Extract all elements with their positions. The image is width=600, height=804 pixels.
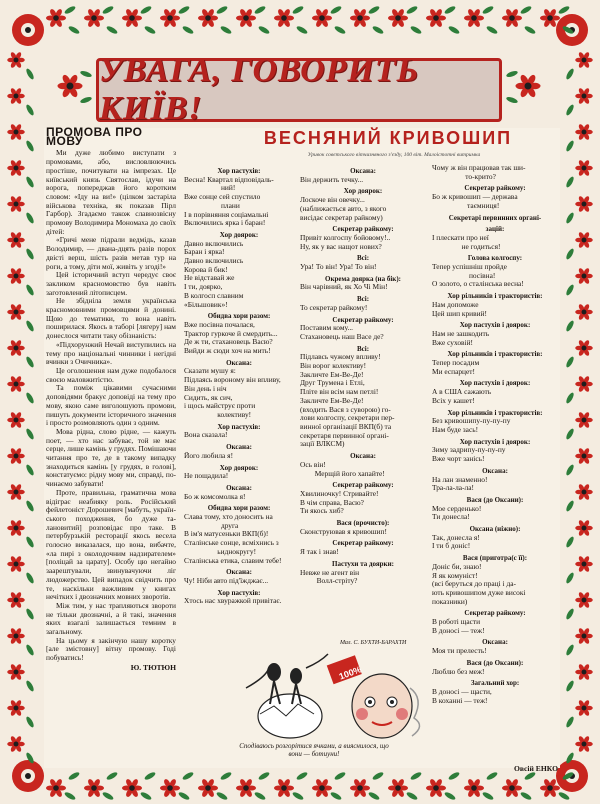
page-content: [44, 125, 560, 773]
verse-line: Хвилиночку! Стривайте!: [300, 489, 379, 498]
verse-line: Бо ж комсомолка я!: [184, 492, 246, 501]
verse-line: Давно включились: [184, 257, 244, 266]
verse-line: і щось майструє проти: [184, 402, 256, 411]
speaker-label: Секретар райкому:: [332, 481, 394, 490]
left-article-signature: Ю. ТЮТЮН: [130, 662, 176, 672]
speaker-label: зацій:: [485, 225, 505, 234]
verse-line: Вже чорт занісь!: [432, 455, 485, 464]
verse-line: Трактор гуркоче й смердить...: [184, 329, 278, 338]
verse-line: Де ж ти, стахановець Васю?: [184, 338, 273, 347]
verse-line: Волл-стріту?: [300, 577, 358, 586]
speaker-label: Оксана:: [226, 483, 252, 492]
speaker-label: Оксана:: [226, 358, 252, 367]
speaker-label: Секретарі первинних органі-: [448, 213, 542, 222]
speaker-label: Оксана:: [226, 568, 252, 577]
speaker-label: Хор пастухів:: [217, 422, 261, 431]
verse-line: Всіх у кашет!: [432, 396, 475, 405]
cartoon-caption-line-2: вони — ботиуни!: [288, 750, 340, 758]
verse-line: Люблю без меж!: [432, 667, 485, 676]
verse-line: Пліте він всім нам петлі!: [300, 388, 379, 397]
verse-line: Так, донесла я!: [432, 533, 480, 542]
verse-line: Вже посівна почалася,: [184, 320, 255, 329]
verse-line: Закличте Ем-Ве-Де!: [300, 396, 364, 405]
verse-line: Мое серденько!: [432, 504, 482, 513]
verse-line: То секретар райкому!: [300, 303, 368, 312]
verse-line: І ти, доярко,: [184, 283, 223, 292]
verse-line: Чу! Ніби авто під'їжджає...: [184, 576, 269, 585]
verse-line: Цей шип кривий!: [432, 309, 487, 318]
verse-line: Вийди ж сюди хоч на мить!: [184, 347, 271, 356]
speaker-label: Хор рільників і трактористів:: [447, 408, 543, 417]
left-article-paragraph: Та поміж цікавими сучасними доповідями бракує доповіді на тему про мову, якою саме виголошують промови, пишуть документи історичного значення і просто розмовляють один з одним.: [46, 383, 176, 428]
left-article-paragraph: Ми дуже любимо виступати з промовами, або, висловлюючись простіше, почитувати на імпрезах. Це київський князь Святослав, ідучи на ворога, попереджав його коротким словом: «Іду на ви!» (цілком застаріла військова техніка, як показав Пірл Гарбор). Згадаємо також славнозвісну промову Володимира Мономаха до своїх дітей:: [46, 148, 176, 236]
speaker-label: Хор пастухів і доярок:: [459, 321, 531, 330]
verse-line: Його любила я!: [184, 451, 234, 460]
speaker-label: Оксана:: [350, 452, 376, 461]
speaker-label: Голова колгоспу:: [467, 254, 523, 263]
verse-line: Я так і знав!: [300, 548, 339, 557]
verse-line: Сидить, як сич,: [184, 393, 233, 402]
verse-line: Стахановець наш Васе де?: [300, 332, 384, 341]
verse-line: Він чарівний, як Хо Чі Мін!: [300, 283, 388, 292]
verse-line: Тра-ла-ла-ла!: [432, 484, 474, 493]
verse-line: На лан знаменно!: [432, 475, 488, 484]
verse-line: Мерщій його хапайте!: [300, 469, 385, 478]
verse-line: В доносі — теж!: [432, 626, 485, 635]
verse-line: Сталінське сонце, всміхнись з: [184, 539, 279, 548]
verse-line: Нам буде зась!: [432, 425, 479, 434]
speaker-label: Обидва хори разом:: [207, 504, 271, 513]
speaker-label: Секретар райкому:: [332, 225, 394, 234]
verse-line: Доніс би, знаю!: [432, 562, 482, 571]
speaker-label: Хор пастухів і доярок:: [459, 379, 531, 388]
left-article-paragraph: Проте, правильна, граматична мова відіграє неабияку роль. Російський фейлетоніст Дорошевич [мабуть, українського походження, бо дуже талановитий] розповідає про таке. В петербурзькій ресторації якось весела голосно виказалася, що вона, вибачте, «ла пирі з околодочним надзирателем» [поліцай за царату]. Особу цю негайно заарештували, звинувачуючи ліг людожерство. Цей випадок свідчить про те, наскільки важливим у книгах нечітких і двозначних мовних зворотів.: [46, 487, 176, 602]
verse-line: Чому ж він працював так ши-: [432, 164, 526, 172]
verse-line: (входить Вася з суворою) го-: [300, 405, 391, 414]
verse-line: Підлавсь чужому впливу!: [300, 353, 381, 362]
verse-line: плани: [184, 201, 240, 210]
verse-line: В ім'я матусеньки ВКП(б)!: [184, 530, 269, 539]
cartoon-credit: Мал. С. БУХТИ-БАРАХТИ: [340, 640, 407, 646]
verse-line: Ура! То він! Ура! То він!: [300, 263, 377, 272]
verse-line: Він день і ніч: [184, 384, 227, 393]
verse-line: Сконструював я кривошип!: [300, 527, 387, 536]
verse-line: Невже не агент він: [300, 568, 360, 577]
speaker-label: Оксана:: [482, 466, 508, 475]
main-article-column-1: [184, 164, 294, 606]
main-article-column-2: [300, 164, 426, 586]
speaker-label: Хор рільників і трактористів:: [447, 350, 543, 359]
verse-line: ють кривошипом дуже високі: [432, 588, 526, 597]
verse-line: Нам допоможе: [432, 300, 479, 309]
left-article-paragraph: Мова рідна, слово рідне, — кажуть поет, — хто нас забуває, той не має серце, лише камінь у грудях. Помішаючи читання про те, де в такому випадку знаходиться камінь [у грудях, в голові], констатуємо: рідну мову ми, справді, починаємо забувати!: [46, 426, 176, 489]
left-article-paragraph: Між тим, у нас трапляються звороти не тільки двозначні, а й такі, значення яких взагалі залишається темним в загальному.: [46, 600, 176, 637]
verse-line: Вона сказала!: [184, 431, 228, 440]
speaker-label: Вася (до Оксани):: [466, 495, 524, 504]
speaker-label: Секретар райкому:: [332, 539, 394, 548]
main-article-column-3: [432, 164, 558, 705]
verse-line: О золото, о сталінська весна!: [432, 280, 524, 289]
verse-line: посівна!: [432, 271, 496, 280]
verse-line: Вже сонце сей спустило: [184, 193, 261, 202]
speaker-label: Хор пастухів і доярок:: [459, 437, 531, 446]
verse-line: ний!: [184, 184, 236, 193]
verse-line: Не пощадила!: [184, 472, 229, 481]
verse-line: А в США сажають: [432, 388, 492, 397]
cartoon-caption: [194, 742, 434, 758]
verse-line: Тепер посадим: [432, 359, 480, 368]
verse-line: Він держить течку...: [300, 175, 364, 184]
verse-line: Моя ти прелесть!: [432, 647, 487, 656]
speaker-label: Пастухи та доярки:: [332, 559, 394, 568]
speaker-label: Обидва хори разом:: [207, 312, 271, 321]
verse-line: Нам не зашкодить: [432, 329, 490, 338]
verse-line: Підлаясь вороному він впливу,: [184, 376, 281, 385]
verse-line: І плескати про неї: [432, 233, 489, 242]
speaker-label: Вася (до Оксани):: [466, 658, 524, 667]
speaker-label: Всі:: [356, 254, 370, 263]
verse-line: Поставим кому...: [300, 324, 354, 333]
main-article-heading: ВЕСНЯНИЙ КРИВОШИП: [263, 128, 513, 148]
verse-line: винної організації ВКП(б) та: [300, 422, 392, 431]
left-article: [46, 125, 176, 673]
verse-line: Вже суховій!: [432, 338, 474, 347]
speaker-label: Секретар райкому:: [464, 184, 526, 193]
verse-line: Баран і ярка!: [184, 248, 225, 257]
verse-line: В роботі щасти: [432, 618, 481, 627]
verse-line: Привіт колгоспу бойовому!..: [300, 233, 391, 242]
verse-line: зації ВЛКСМ): [300, 440, 345, 449]
speaker-label: Хор доярок:: [219, 230, 259, 239]
speaker-label: Хор пастухів:: [217, 167, 261, 175]
verse-line: Він ворог колективу!: [300, 362, 367, 371]
verse-line: Корова й бик!: [184, 265, 228, 274]
verse-line: то-крито?: [432, 172, 496, 181]
verse-line: Бо ж кривошип — держава: [432, 193, 518, 202]
left-article-paragraph: На цьому я закінчую нашу коротку [але змістовну] вітну промову. Годі побуватись!: [46, 635, 176, 663]
speaker-label: Оксана:: [482, 638, 508, 647]
cartoon-tag: 100%: [337, 664, 363, 682]
verse-line: Я як комуніст!: [432, 571, 478, 580]
verse-line: Друг Трумена і Етлі,: [300, 379, 365, 388]
verse-line: не годиться!: [432, 242, 501, 251]
verse-line: В чім справа, Васю?: [300, 498, 364, 507]
speaker-label: Оксана:: [226, 443, 252, 452]
speaker-label: Окрема доярка (на бік):: [325, 274, 401, 283]
verse-line: Давно включились: [184, 239, 244, 248]
verse-line: Хтось нас хвуражкой привітає.: [184, 597, 282, 606]
left-article-paragraph: «Підхорунжий Нечай виступились на тему про національні чинники і негідні вчинки з Очичника».: [46, 339, 176, 367]
verse-line: Слава тому, хто доносить на: [184, 513, 273, 522]
main-article-subtitle: Уривок совєтського вітчизняного з'єзду, 100 віт. Малоістотні витримка: [307, 152, 481, 158]
verse-line: показники): [432, 597, 468, 606]
verse-line: Весна! Квартал відповідаль-: [184, 175, 274, 184]
speaker-label: Хор доярок:: [343, 187, 383, 196]
verse-line: Ми еспарцет!: [432, 367, 475, 376]
left-article-paragraph: Це оголошення нам дуже подобалося своєю маловжитістю.: [46, 365, 176, 384]
left-article-heading: ПРОМОВА ПРО МОВУ: [46, 125, 143, 148]
verse-line: ьиднокругу!: [184, 547, 257, 556]
speaker-label: Хор доярок:: [219, 463, 259, 472]
verse-line: Закличте Ем-Ве-Де!: [300, 370, 364, 379]
verse-line: Без кривошипу-пу-пу-пу: [432, 417, 511, 426]
verse-line: Лоскоче він овечку...: [300, 196, 365, 205]
verse-line: І в порівняння соціамальні: [184, 210, 269, 219]
speaker-label: Хор рільників і трактористів:: [447, 292, 543, 301]
verse-line: Тепер успішніш пройде: [432, 263, 507, 272]
cartoon-caption-line-1: Сподіваюсь розгорітися ячками, а вияснилося, що: [239, 742, 389, 750]
verse-line: Ти донесла!: [432, 513, 470, 522]
speaker-label: Оксана:: [350, 167, 376, 175]
verse-line: лови колгоспу, секретари пер-: [300, 414, 395, 423]
verse-line: Сталінська етика, славим тебе!: [184, 556, 282, 565]
main-article-signature: Овсій ЕНКО: [513, 764, 558, 773]
verse-line: (наближається авто, з якого: [300, 204, 387, 213]
left-article-body: [46, 149, 176, 662]
speaker-label: Вася (приготра(с її):: [462, 554, 528, 563]
left-article-paragraph: «Гричі мене підрали ведмідь, казав Володимир, — двана-дцять разів порох двісті верш, шість разів метав тур на роги, а тому, діти мої, живіть у згоді!»: [46, 235, 176, 271]
verse-line: Зиму задрипу-пу-пу-пу: [432, 446, 506, 455]
speaker-label: Всі:: [356, 344, 370, 353]
verse-line: «Більшовик»!: [184, 300, 228, 309]
verse-line: Включились ярка і баран!: [184, 219, 266, 228]
verse-line: (всі беруться до праці і да-: [432, 580, 516, 589]
speaker-label: Хор пастухів:: [217, 588, 261, 597]
verse-line: висідає секретар райкому): [300, 213, 383, 222]
left-article-paragraph: Цей історичний вступ чередує своє закликом красномовство був навіть заготовлений літописцем.: [46, 270, 176, 297]
left-article-paragraph: Не збідніла земля українська красномовними промовцями й донині. Щою до тематики, то вона навіть поширилася. Якось в таборі [лягеру] нам донеслося читати таку обізнаність:: [46, 296, 176, 341]
verse-line: таємниця!: [432, 201, 500, 210]
verse-line: В коханні — теж!: [432, 696, 488, 705]
speaker-label: Вася (врочисто):: [336, 519, 390, 528]
verse-line: Не відставай же: [184, 274, 235, 283]
header-banner: [96, 52, 502, 127]
verse-line: колективу!: [184, 410, 252, 419]
speaker-label: Оксана (ніжно):: [469, 525, 521, 534]
speaker-label: Загальний хор:: [470, 679, 520, 688]
verse-line: Ну, як у вас нащот нових?: [300, 242, 382, 251]
verse-line: І ти б доніс!: [432, 542, 471, 551]
speaker-label: Секретар райкому:: [332, 315, 394, 324]
cartoon-illustration: [234, 648, 430, 742]
verse-line: друга: [184, 521, 239, 530]
verse-line: В доносі — щасти,: [432, 687, 492, 696]
verse-line: Сказати мушу я:: [184, 367, 236, 376]
speaker-label: Всі:: [356, 295, 370, 304]
verse-line: Ось він!: [300, 460, 326, 469]
verse-line: секретаря первинної органі-: [300, 431, 389, 440]
verse-line: Ти якось хиб?: [300, 507, 344, 516]
verse-line: В колгосп славним: [184, 291, 244, 300]
speaker-label: Секретар райкому:: [464, 609, 526, 618]
banner-title: УВАГА, ГОВОРИТЬ КИЇВ!: [99, 52, 420, 127]
